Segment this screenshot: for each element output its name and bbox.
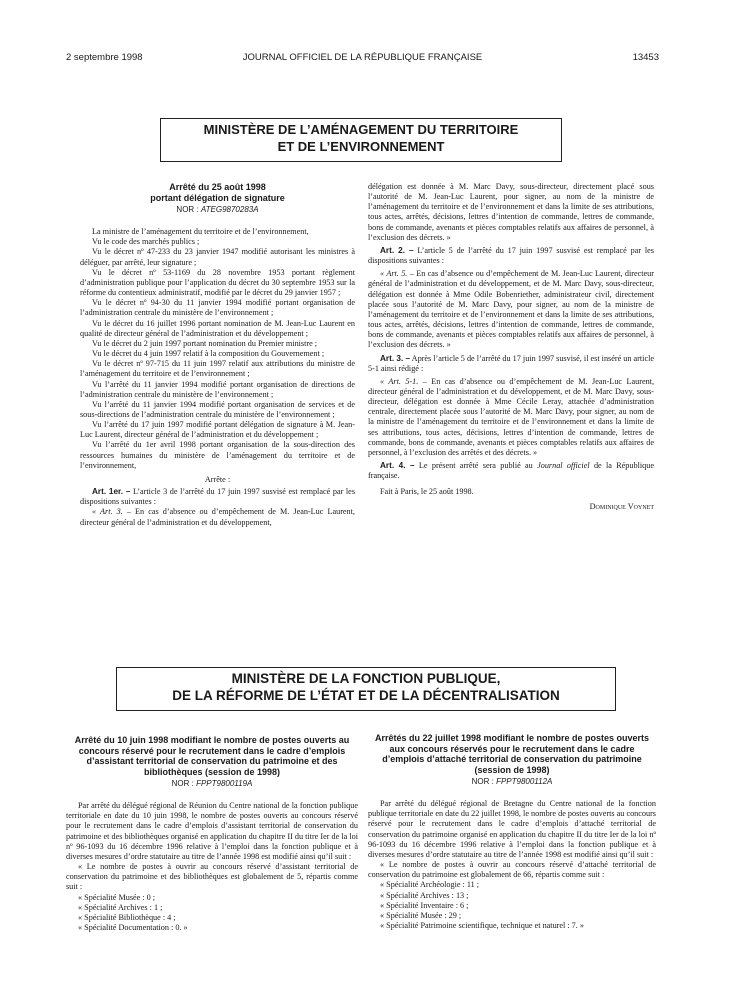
- list-item: « Spécialité Patrimoine scientifique, technique et naturel : 7. »: [380, 921, 584, 931]
- list-item: « Spécialité Archéologie : 11 ;: [380, 880, 480, 890]
- article-label: « Art. 3. –: [92, 507, 131, 517]
- article-label: Art. 3. –: [380, 353, 411, 363]
- article-label: Art. 4. –: [380, 461, 415, 471]
- list-item: « Spécialité Musée : 29 ;: [380, 910, 462, 920]
- arrete-3-nor: [368, 777, 656, 787]
- ministry-heading-line1: MINISTÈRE DE LA FONCTION PUBLIQUE,: [231, 671, 501, 686]
- article-text: Après l’article 5 de l’arrêté du 17 juin 1997 susvisé, il est inséré un article 5-1 ainsi rédigé :: [368, 353, 654, 373]
- list-item: « Spécialité Documentation : 0. »: [78, 923, 188, 933]
- paragraph: Vu l’arrêté du 11 janvier 1994 modifié portant organisation de services et de sous-directions de l’administration centrale du ministère de l’environnement ;: [80, 399, 355, 419]
- article-text: L’article 3 de l’arrêté du 17 juin 1997 susvisé est remplacé par les dispositions suivantes :: [80, 487, 356, 507]
- paragraph: Vu l’arrêté du 17 juin 1997 modifié portant délégation de signature à M. Jean-Luc Laurent, directeur général de l’administration et du développement ;: [80, 420, 355, 440]
- nor-label: NOR :: [171, 779, 194, 788]
- article-3-quote: [80, 507, 355, 527]
- nor-code: FPPT9800119A: [196, 779, 253, 788]
- ministry-heading-line1: MINISTÈRE DE L’AMÉNAGEMENT DU TERRITOIRE: [203, 122, 519, 137]
- nor-label: NOR :: [471, 777, 494, 786]
- arrete-1-left-column: [80, 182, 355, 528]
- publication-date: 2 septembre 1998: [66, 52, 143, 63]
- nor-code: ATEG9870283A: [200, 205, 259, 214]
- list-item: « Spécialité Archives : 1 ;: [78, 902, 163, 912]
- journal-title: JOURNAL OFFICIEL DE LA RÉPUBLIQUE FRANÇAISE: [242, 52, 483, 63]
- paragraph: Vu le décret nº 47-233 du 23 janvier 1947 modifié autorisant les ministres à déléguer, par arrêté, leur signature ;: [80, 247, 355, 267]
- paragraph: La ministre de l’aménagement du territoire et de l’environnement,: [92, 227, 309, 237]
- ministry-heading-fonction-publique: [116, 667, 616, 711]
- arrete-2-nor: [66, 779, 358, 789]
- article-label: « Art. 5. –: [380, 269, 414, 279]
- arrete-3-title: Arrêtés du 22 juillet 1998 modifiant le nombre de postes ouverts aux concours réservés pour le recrutement dans le cadre d’emplois d’attaché territorial de conservation du patrimoine (session de 1998): [374, 733, 650, 775]
- article-5-1-quote: [368, 377, 654, 458]
- paragraph: Vu l’arrêté du 1er avril 1998 portant organisation de la sous-direction des ressources humaines du ministère de l’aménagement du territoire et de l’environnement,: [80, 440, 355, 470]
- paragraph: délégation est donnée à M. Marc Davy, sous-directeur, directement placé sous l’autorité de M. Jean-Luc Laurent, pour signer, au nom de la ministre de l’aménagement du territoire et de l’environnement et dans la limite de ses attributions, tous actes, arrêtés, décisions, lettres d’intention de commande, lettres de commande, bons de commande, avenants et pièces comptables relatifs aux affaires de personnel, à l’exclusion des décrets. »: [368, 182, 654, 242]
- list-item: « Spécialité Archives : 13 ;: [380, 890, 469, 900]
- arrete-3-column: [368, 733, 656, 931]
- arrete-1-title-line2: portant délégation de signature: [150, 192, 285, 203]
- list-item: « Spécialité Musée : 0 ;: [78, 892, 156, 902]
- paragraph: Vu le décret nº 53-1169 du 28 novembre 1953 portant règlement d’administration publique pour l’application du décret du 30 septembre 1953 sur la réforme du contentieux administratif, modifié par le décret du 29 janvier 1957 ;: [80, 267, 355, 298]
- paragraph: Vu le décret du 16 juillet 1996 portant nomination de M. Jean-Luc Laurent en qualité de directeur général de l’administration et du développement ;: [80, 318, 355, 338]
- arrete-1-nor: [80, 205, 355, 215]
- ministry-heading-environment: [160, 118, 562, 162]
- page-header: [66, 52, 659, 68]
- article-text: L’article 5 de l’arrêté du 17 juin 1997 susvisé est remplacé par les dispositions suivantes :: [368, 245, 654, 266]
- article-text-italic: Journal officiel: [537, 461, 590, 471]
- article-text: Le présent arrêté sera publié au: [414, 461, 538, 471]
- arrete-word: Arrête :: [204, 474, 231, 484]
- paragraph: Vu le code des marchés publics ;: [92, 237, 200, 247]
- list-item: « Spécialité Bibliothèque : 4 ;: [78, 912, 176, 922]
- list-item: « Spécialité Inventaire : 6 ;: [380, 900, 469, 910]
- article-text: En cas d’absence ou d’empêchement de M. Jean-Luc Laurent, directeur général de l’administration et du développement,: [80, 507, 355, 527]
- article-3: [368, 354, 654, 374]
- signature: Dominique Voynet: [589, 501, 654, 511]
- arrete-2-title: Arrêté du 10 juin 1998 modifiant le nombre de postes ouverts au concours réservé pour le recrutement dans le cadre d’emplois d’assistant territorial de conservation du patrimoine et des bibliothèques (session de 1998): [74, 735, 350, 777]
- arrete-1-right-column: [368, 182, 654, 512]
- article-4: [368, 461, 654, 481]
- article-label: Art. 1er. –: [92, 487, 131, 497]
- article-label: Art. 2. –: [380, 245, 414, 255]
- paragraph: « Le nombre de postes à ouvrir au concours réservé d’assistant territorial de conservation du patrimoine et des bibliothèques est globalement de 5, répartis comme suit :: [66, 862, 358, 892]
- article-text: En cas d’absence ou d’empêchement de M. Jean-Luc Laurent, directeur général de l’administration et du développement, et de M. Marc Davy, sous-directeur, délégation est donnée à Mme Odile Bobenriether, administrateur civil, directement placée sous l’autorité de M. Marc Davy, pour signer, au nom de la ministre de l’aménagement du territoire et de l’environnement et dans la limite de ses attributions, tous actes, arrêtés, décisions, lettres d’intention de commande, lettres de commande, bons de commande, avenants et pièces comptables relatifs aux affaires de personnel, à l’exclusion des décrets. »: [368, 269, 654, 350]
- paragraph: Vu le décret du 4 juin 1997 relatif à la composition du Gouvernement ;: [92, 349, 325, 359]
- ministry-heading-line2: ET DE L’ENVIRONNEMENT: [277, 139, 445, 154]
- article-5-quote: [368, 269, 654, 350]
- arrete-2-column: [66, 735, 358, 933]
- ministry-heading-line2: DE LA RÉFORME DE L’ÉTAT ET DE LA DÉCENTRALISATION: [172, 688, 560, 703]
- article-label: « Art. 5-1. –: [380, 376, 427, 386]
- page-number: 13453: [632, 52, 659, 63]
- article-text: de la République française.: [368, 461, 654, 481]
- paragraph: Vu le décret nº 94-30 du 11 janvier 1994 modifié portant organisation de l’administration centrale du ministère de l’environnement ;: [80, 298, 355, 318]
- nor-label: NOR :: [176, 205, 199, 214]
- article-1: [80, 487, 355, 507]
- paragraph: Vu l’arrêté du 11 janvier 1994 modifié portant organisation de directions de l’administration centrale du ministère de l’environnement ;: [80, 379, 355, 399]
- article-2: [368, 246, 654, 266]
- paragraph: Par arrêté du délégué régional de Bretagne du Centre national de la fonction publique territoriale en date du 22 juillet 1998, le nombre de postes ouverts au concours réservé pour le recrutement dans le cadre d’emplois d’attaché territorial de conservation du patrimoine organisé en application du chapitre II du titre Ier de la loi nº 96-1093 du 16 décembre 1996 relative à l’emploi dans la fonction publique et à diverses mesures d’ordre statutaire au titre de l’année 1998 est modifié ainsi qu’il suit :: [368, 799, 656, 859]
- arrete-1-title-line1: Arrêté du 25 août 1998: [169, 182, 266, 192]
- article-text: En cas d’absence ou d’empêchement de M. Jean-Luc Laurent, directeur général de l’administration et du développement, et de M. Marc Davy, sous-directeur, délégation est donnée à Mme Cécile Leray, attachée d’administration centrale, directement placée sous l’autorité de M. Marc Davy, pour signer, au nom de la ministre de l’aménagement du territoire et de l’environnement et dans la limite de ses attributions, tous actes, décisions, lettres d’intention de commande, lettres de commande, bons de commande, avenants et pièces comptables relatifs aux affaires de personnel, à l’exclusion des arrêtés et des décrets. »: [368, 376, 654, 457]
- paragraph: « Le nombre de postes à ouvrir au concours réservé d’attaché territorial de conservation du patrimoine est globalement de 66, répartis comme suit :: [368, 860, 656, 880]
- paragraph: Vu le décret du 2 juin 1997 portant nomination du Premier ministre ;: [92, 338, 318, 348]
- nor-code: FPPT9800112A: [496, 777, 553, 786]
- paragraph: Par arrêté du délégué régional de Réunion du Centre national de la fonction publique territoriale en date du 10 juin 1998, le nombre de postes ouverts au concours réservé pour le recrutement dans le cadre d’emplois d’assistant territorial de conservation du patrimoine et des bibliothèques organisé en application du chapitre II du titre Ier de la loi nº 96-1093 du 16 décembre 1996 relative à l’emploi dans la fonction publique et à diverses mesures d’ordre statutaire au titre de l’année 1998 est modifié ainsi qu’il suit :: [66, 801, 358, 861]
- paragraph: Vu le décret nº 97-715 du 11 juin 1997 relatif aux attributions du ministre de l’aménagement du territoire et de l’environnement ;: [80, 359, 355, 379]
- fait-line: Fait à Paris, le 25 août 1998.: [380, 487, 474, 497]
